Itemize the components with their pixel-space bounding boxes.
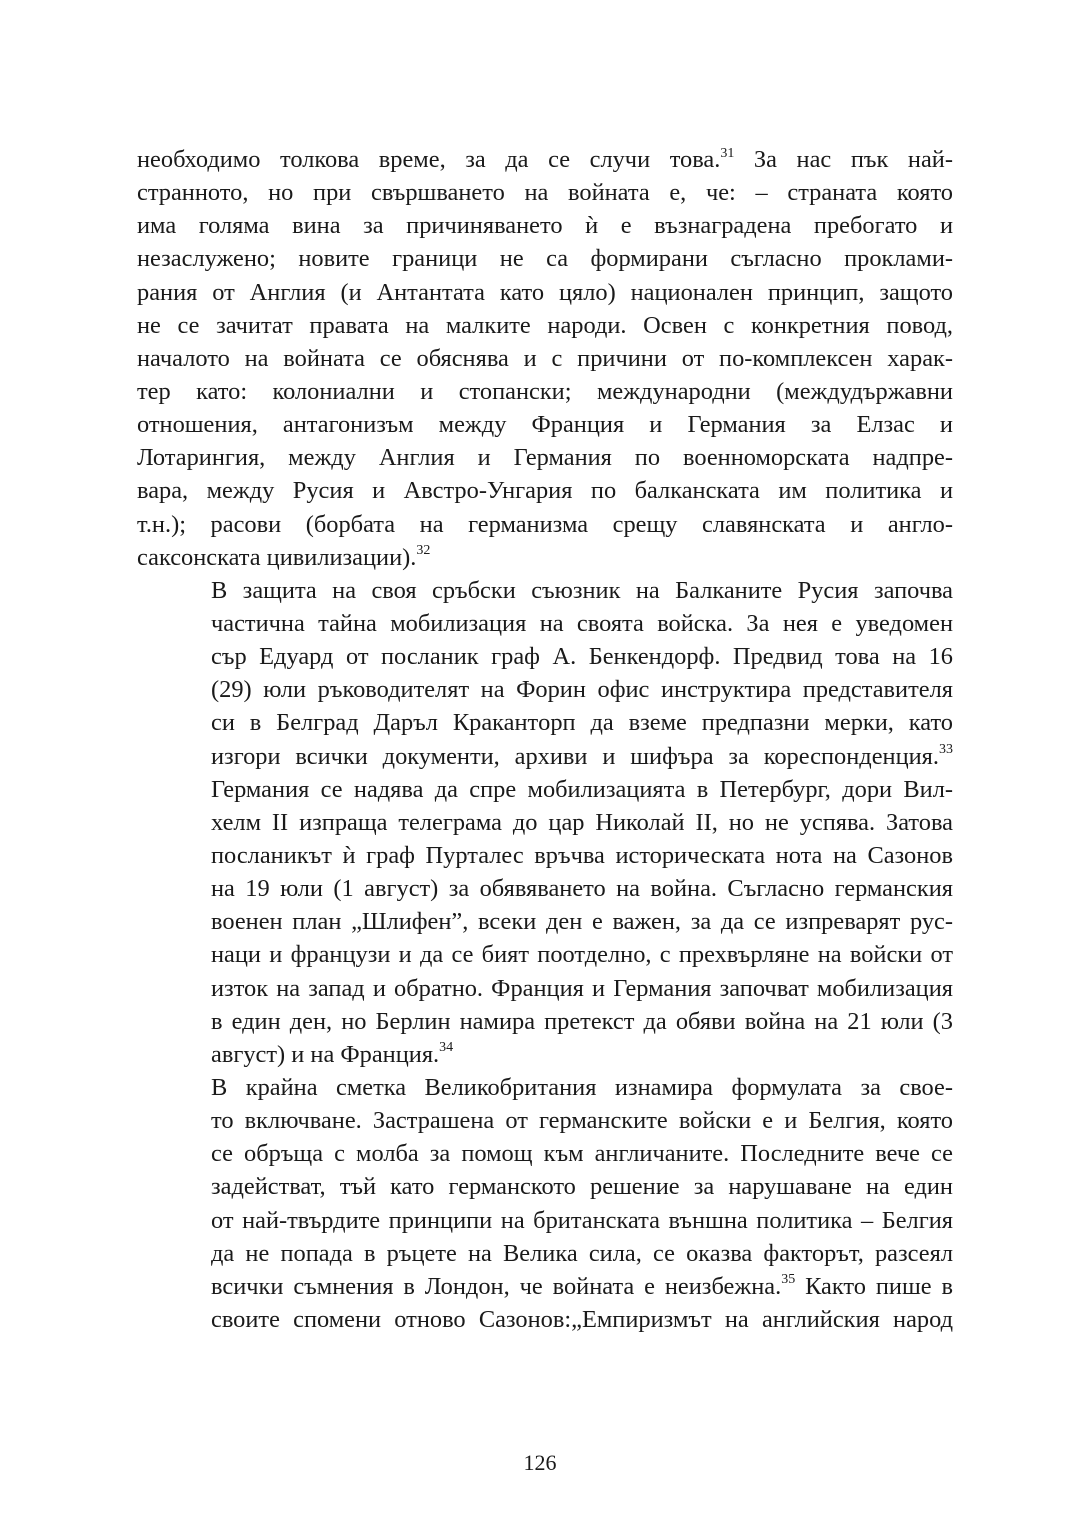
line-text: тер като: колониални и стопански; международни (междудържавни: [137, 377, 953, 405]
text-line: [137, 1104, 953, 1137]
line-text: на 19 юли (1 август) за обявяването на война. Съгласно германския: [211, 875, 953, 903]
line-text: началото на войната се обяснява и с причини от по-комплексен харак-: [137, 344, 953, 372]
text-line: [137, 342, 953, 375]
line-text: изгори всички документи, архиви и шифъра за кореспонденция.: [211, 742, 939, 770]
footnote-reference: 35: [781, 1272, 796, 1288]
text-line: [137, 1270, 953, 1303]
text-line: [137, 607, 953, 640]
text-line: [137, 441, 953, 474]
line-text: рания от Англия (и Антантата като цяло) национален принцип, защото: [137, 278, 953, 306]
line-text: Германия се надява да спре мобилизацията в Петербург, дори Вил-: [211, 775, 953, 803]
line-text: август) и на Франция.: [211, 1040, 440, 1068]
line-text: има голяма вина за причиняването ѝ е възнаградена пребогато и: [137, 212, 953, 240]
line-text: частична тайна мобилизация на своята войска. За нея е уведомен: [211, 609, 953, 637]
line-text: своите спомени отново Сазонов:„Емпиризмът на английския народ: [211, 1305, 953, 1333]
footnote-reference: 34: [439, 1040, 454, 1056]
text-line: [137, 242, 953, 275]
text-line: [137, 1237, 953, 1270]
line-text: незаслужено; новите граници не са формирани съгласно проклами-: [137, 245, 953, 273]
document-page: [137, 143, 953, 1336]
line-text: изток на запад и обратно. Франция и Германия започват мобилизация: [211, 974, 953, 1002]
line-text: да не попада в ръцете на Велика сила, се оказва факторът, разсеял: [211, 1239, 953, 1267]
line-text: необходимо толкова време, за да се случи това.: [137, 146, 721, 173]
text-line: [137, 176, 953, 209]
line-text: наци и французи и да се бият поотделно, с прехвърляне на войски от: [211, 941, 953, 969]
text-line: [137, 972, 953, 1005]
text-line: [137, 1170, 953, 1203]
line-text: посланикът ѝ граф Пурталес връчва историческата нота на Сазонов: [211, 841, 953, 869]
text-line: [137, 1137, 953, 1170]
line-text: то включване. Застрашена от германските войски е и Белгия, която: [211, 1107, 953, 1135]
text-line: [137, 309, 953, 342]
text-line: [137, 872, 953, 905]
text-line: [137, 1303, 953, 1336]
text-line: [137, 1005, 953, 1038]
line-text: В крайна сметка Великобритания изнамира формулата за свое-: [211, 1073, 953, 1101]
page-number: 126: [523, 1450, 557, 1475]
text-line: [137, 938, 953, 971]
line-text-continued: Както пише в: [795, 1272, 953, 1300]
text-line: [137, 773, 953, 806]
text-line: [137, 541, 953, 574]
text-line: [137, 1071, 953, 1104]
text-line: [137, 508, 953, 541]
footnote-reference: 31: [720, 145, 735, 161]
text-line: [137, 640, 953, 673]
line-text: Лотарингия, между Англия и Германия по военноморската надпре-: [137, 444, 953, 472]
line-text: военен план „Шлифен”, всеки ден е важен, за да се изпреварят рус-: [211, 908, 953, 936]
paragraph: [137, 1071, 953, 1336]
text-line: [137, 276, 953, 309]
line-text: вара, между Русия и Австро-Унгария по балканската им политика и: [137, 477, 953, 505]
text-line: [137, 408, 953, 441]
line-text: се обръща с молба за помощ към англичаните. Последните вече се: [211, 1140, 953, 1168]
line-text: саксонската цивилизации).: [137, 543, 417, 571]
body-text: [137, 143, 953, 1336]
text-line: [137, 474, 953, 507]
text-line: [137, 375, 953, 408]
text-line: [137, 1038, 953, 1071]
line-text-continued: За нас пък най-: [734, 146, 953, 173]
line-text: в един ден, но Берлин намира претекст да обяви война на 21 юли (3: [211, 1007, 953, 1035]
line-text: отношения, антагонизъм между Франция и Германия за Елзас и: [137, 411, 953, 439]
paragraph: [137, 143, 953, 574]
line-text: си в Белград Даръл Кракантoрп да вземе предпазни мерки, като: [211, 709, 953, 737]
text-line: [137, 574, 953, 607]
line-text: не се зачитат правата на малките народи. Освен с конкретния повод,: [137, 311, 953, 339]
line-text: хелм II изпраща телеграма до цар Николай II, но не успява. Затова: [211, 808, 953, 836]
line-text: сър Едуард от посланик граф А. Бенкендорф. Предвид това на 16: [211, 643, 953, 671]
line-text: от най-твърдите принципи на британската външна политика – Белгия: [211, 1206, 953, 1234]
text-line: [137, 839, 953, 872]
text-line: [137, 740, 953, 773]
footnote-reference: 32: [416, 543, 431, 559]
text-line: [137, 806, 953, 839]
text-line: [137, 905, 953, 938]
line-text: В защита на своя сръбски съюзник на Балканите Русия започва: [211, 576, 953, 604]
paragraph: [137, 574, 953, 1071]
line-text: странното, но при свършването на войната е, че: – страната която: [137, 179, 953, 207]
text-line: [137, 143, 953, 176]
text-line: [137, 706, 953, 739]
text-line: [137, 1204, 953, 1237]
line-text: т.н.); расови (борбата на германизма срещу славянската и англо-: [137, 510, 953, 538]
text-line: [137, 209, 953, 242]
footnote-reference: 33: [939, 742, 953, 758]
line-text: всички съмнения в Лондон, че войната е неизбежна.: [211, 1272, 782, 1300]
line-text: (29) юли ръководителят на Форин офис инструктира представителя: [211, 676, 953, 704]
line-text: задействат, тъй като германското решение за нарушаване на един: [211, 1173, 953, 1201]
text-line: [137, 673, 953, 706]
